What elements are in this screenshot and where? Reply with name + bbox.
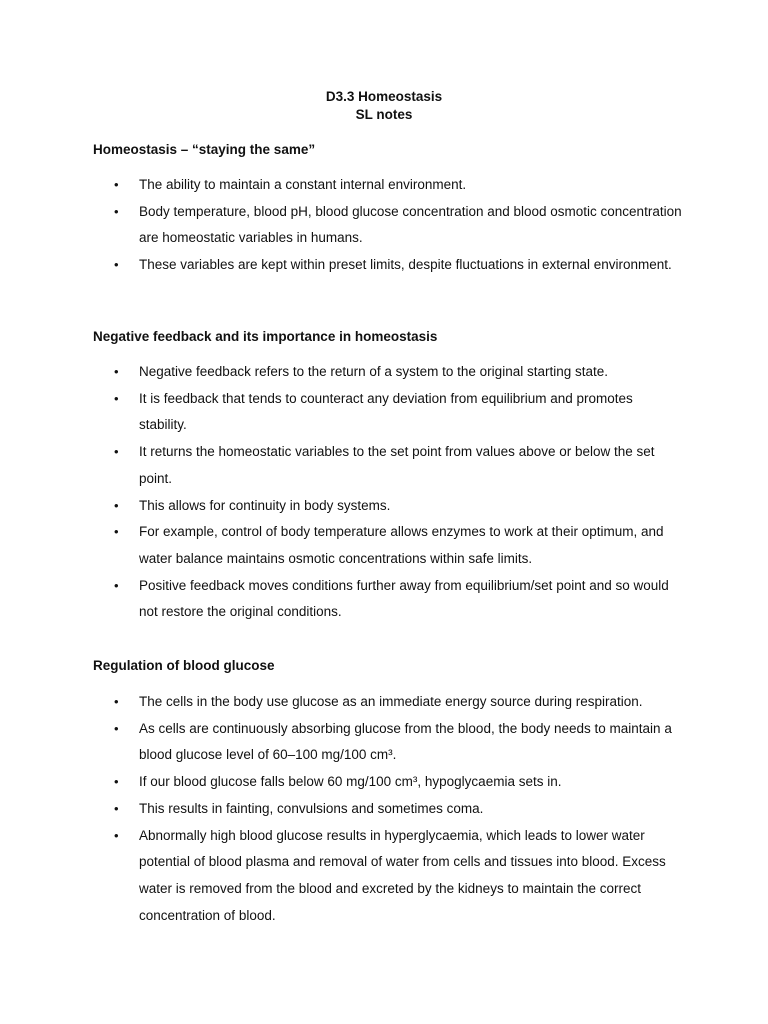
page-title: D3.3 Homeostasis xyxy=(325,89,443,104)
bullet-list-negative-feedback xyxy=(0,359,768,626)
list-item-text: Body temperature, blood pH, blood glucose concentration and blood osmotic concentration are homeostatic variables in humans. xyxy=(139,203,682,246)
bullet-icon: • xyxy=(114,774,119,790)
list-item xyxy=(0,172,768,199)
bullet-list-blood-glucose xyxy=(0,689,768,929)
list-item-text: Positive feedback moves conditions further away from equilibrium/set point and so would not restore the original conditions. xyxy=(139,577,669,620)
list-item xyxy=(0,252,768,279)
list-item-text: It is feedback that tends to counteract any deviation from equilibrium and promotes stability. xyxy=(139,390,633,433)
bullet-icon: • xyxy=(114,694,119,709)
list-item-text: For example, control of body temperature allows enzymes to work at their optimum, and water balance maintains osmotic concentrations within safe limits. xyxy=(139,524,664,566)
list-item xyxy=(0,359,768,386)
bullet-icon: • xyxy=(114,524,119,540)
list-item-text: The ability to maintain a constant internal environment. xyxy=(139,177,467,192)
list-item-text: This allows for continuity in body systems. xyxy=(139,497,391,513)
section-heading-homeostasis: Homeostasis – “staying the same” xyxy=(93,142,316,157)
section-heading-negative-feedback: Negative feedback and its importance in homeostasis xyxy=(93,329,438,344)
title-block xyxy=(0,88,768,124)
list-item-text: Abnormally high blood glucose results in hyperglycaemia, which leads to lower water potential of blood plasma and removal of water from cells and tissues into blood. Excess water is removed from the blood and excreted by the kidneys to maintain the correct concentration of blood. xyxy=(139,827,666,923)
list-item xyxy=(0,823,768,930)
bullet-icon: • xyxy=(114,257,119,273)
bullet-icon: • xyxy=(114,390,119,406)
list-item-text: These variables are kept within preset limits, despite fluctuations in external environment. xyxy=(139,257,672,273)
list-item-text: As cells are continuously absorbing glucose from the blood, the body needs to maintain a blood glucose level of 60–100 mg/100 cm³. xyxy=(139,720,672,763)
list-item xyxy=(0,716,768,769)
list-item-text: It returns the homeostatic variables to the set point from values above or below the set point. xyxy=(139,444,655,486)
bullet-icon: • xyxy=(114,577,119,593)
list-item xyxy=(0,386,768,439)
list-item-text: This results in fainting, convulsions and sometimes coma. xyxy=(139,800,484,816)
page-subtitle: SL notes xyxy=(355,107,413,122)
list-item-text: The cells in the body use glucose as an immediate energy source during respiration. xyxy=(139,694,643,709)
bullet-icon: • xyxy=(114,800,119,816)
list-item xyxy=(0,769,768,796)
bullet-list-homeostasis xyxy=(0,172,768,279)
list-item xyxy=(0,796,768,823)
list-item-text: Negative feedback refers to the return of a system to the original starting state. xyxy=(139,364,608,379)
bullet-icon: • xyxy=(114,720,119,736)
list-item xyxy=(0,689,768,716)
bullet-icon: • xyxy=(114,444,119,460)
list-item xyxy=(0,573,768,626)
section-heading-blood-glucose: Regulation of blood glucose xyxy=(93,658,275,673)
list-item xyxy=(0,439,768,492)
bullet-icon: • xyxy=(114,364,119,379)
bullet-icon: • xyxy=(114,497,119,513)
bullet-icon: • xyxy=(114,203,119,219)
list-item xyxy=(0,199,768,252)
bullet-icon: • xyxy=(114,827,119,843)
list-item-text: If our blood glucose falls below 60 mg/100 cm³, hypoglycaemia sets in. xyxy=(139,774,562,790)
list-item xyxy=(0,519,768,572)
list-item xyxy=(0,493,768,520)
bullet-icon: • xyxy=(114,177,119,192)
